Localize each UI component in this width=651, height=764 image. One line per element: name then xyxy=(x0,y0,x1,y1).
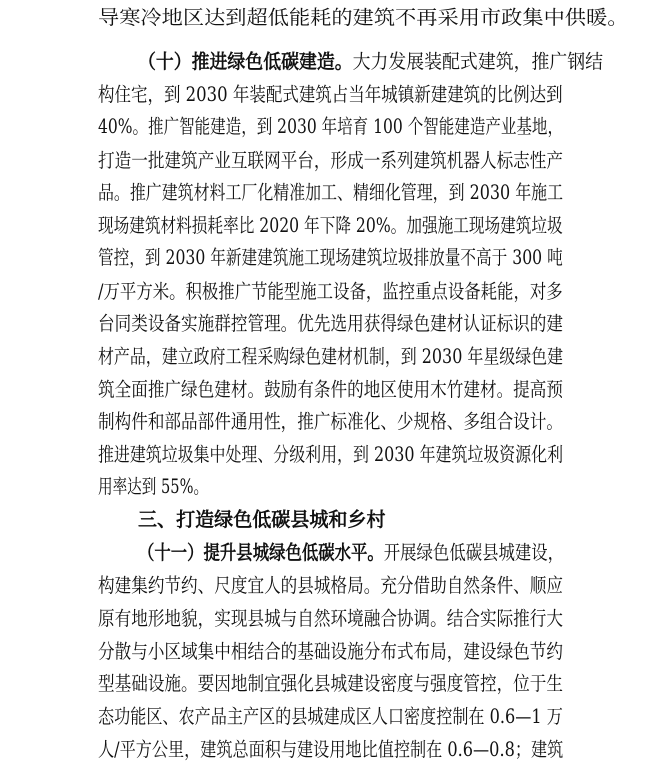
section-10-line-8: 台同类设备实施群控管理。优先选用获得绿色建材认证标识的建 xyxy=(98,312,564,336)
section-11-line-6: 人/平方公里，建筑总面积与建设用地比值控制在 0.6—0.8；建筑 xyxy=(98,738,564,761)
section-10-line-12: 推进建筑垃圾集中处理、分级利用，到 2030 年建筑垃圾资源化利 xyxy=(98,442,564,466)
section-11-lead: （十一）提升县城绿色低碳水平。 xyxy=(138,541,384,565)
section-10-line-4: 品。推广建筑材料工厂化精准加工、精细化管理，到 2030 年施工 xyxy=(98,181,564,205)
section-11-line-0: 开展绿色低碳县城建设， xyxy=(383,541,565,565)
section-10-line-10: 筑全面推广绿色建材。鼓励有条件的地区使用木竹建材。提高预 xyxy=(98,378,564,402)
section-heading-3: 三、打造绿色低碳县城和乡村 xyxy=(138,507,386,531)
section-10-line-9: 材产品，建立政府工程采购绿色建材机制，到 2030 年星级绿色建 xyxy=(98,344,564,368)
intro-line: 导寒冷地区达到超低能耗的建筑不再采用市政集中供暖。 xyxy=(98,6,629,29)
section-11-first-line xyxy=(138,541,564,565)
section-11-line-4: 型基础设施。要因地制宜强化县城建设密度与强度管控，位于生 xyxy=(98,672,564,696)
section-11-line-3: 分散与小区域集中相结合的基础设施分布式布局，建设绿色节约 xyxy=(98,639,564,663)
section-10-line-1: 构住宅，到 2030 年装配式建筑占当年城镇新建建筑的比例达到 xyxy=(98,83,563,106)
section-10-line-3: 打造一批建筑产业互联网平台，形成一系列建筑机器人标志性产 xyxy=(98,148,564,172)
section-10-first-line xyxy=(138,50,603,74)
section-10-line-0: 大力发展装配式建筑，推广钢结 xyxy=(352,49,604,73)
section-10-line-11: 制构件和部品部件通用性，推广标准化、少规格、多组合设计。 xyxy=(98,409,564,433)
section-11-line-1: 构建集约节约、尺度宜人的县城格局。充分借助自然条件、顺应 xyxy=(98,573,564,597)
section-11-line-5: 态功能区、农产品主产区的县城建成区人口密度控制在 0.6—1 万 xyxy=(98,704,563,728)
section-10-lead: （十）推进绿色低碳建造。 xyxy=(138,49,353,73)
section-10-line-6: 管控，到 2030 年新建建筑施工现场建筑垃圾排放量不高于 300 吨 xyxy=(98,246,563,270)
section-10-line-5: 现场建筑材料损耗率比 2020 年下降 20%。加强施工现场建筑垃圾 xyxy=(98,213,563,237)
section-10-line-2: 40%。推广智能建造，到 2030 年培育 100 个智能建造产业基地， xyxy=(98,115,563,139)
section-10-line-13: 用率达到 55%。 xyxy=(98,475,209,499)
section-11-line-2: 原有地形地貌，实现县城与自然环境融合协调。结合实际推行大 xyxy=(98,607,564,631)
section-10-line-7: /万平方米。积极推广节能型施工设备，监控重点设备耗能，对多 xyxy=(98,279,563,303)
